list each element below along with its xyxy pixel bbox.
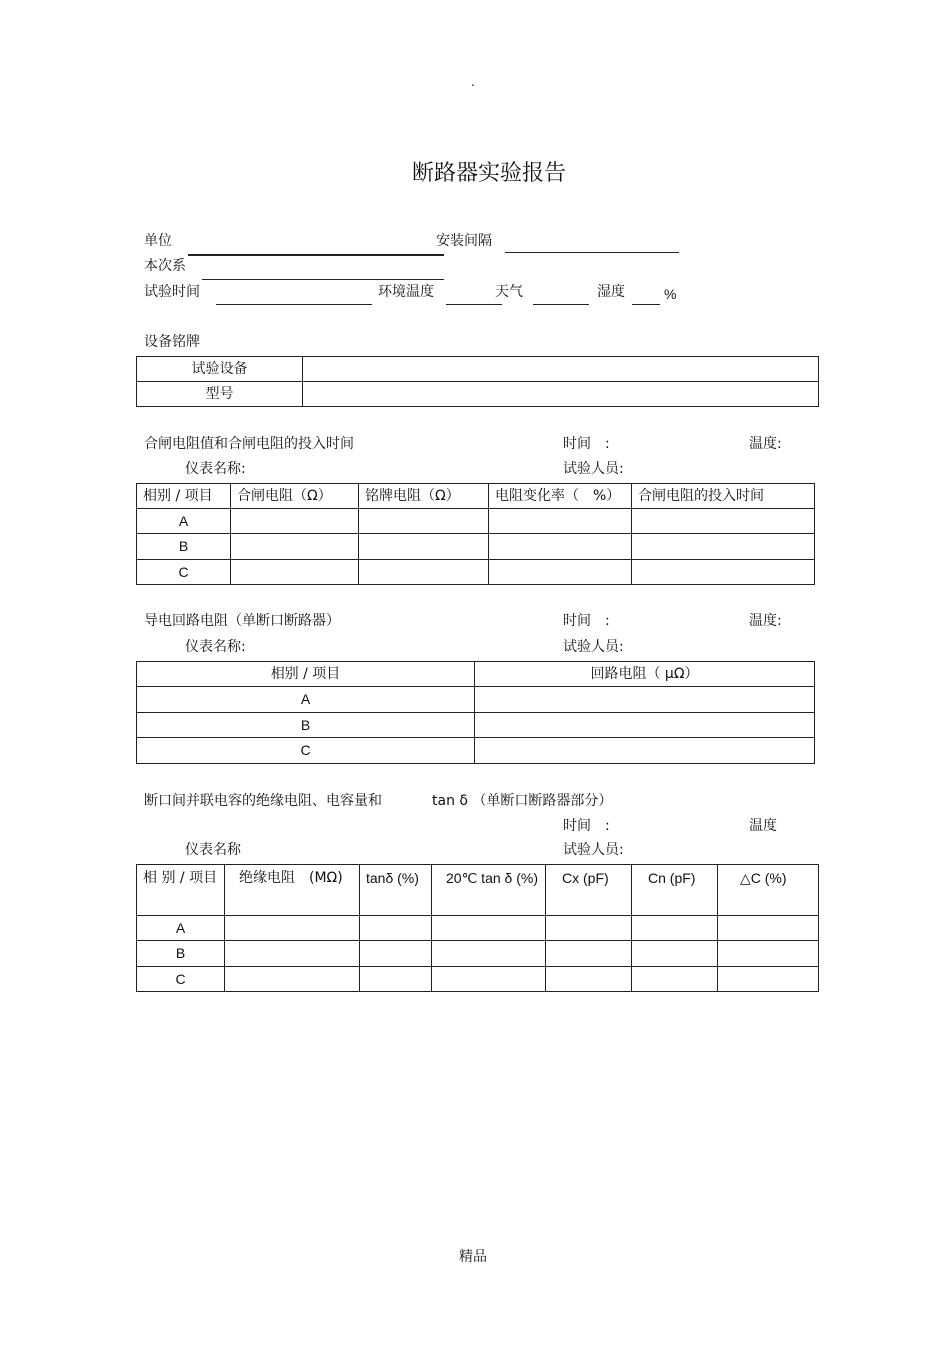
test-time-label: 试验时间 <box>144 284 200 300</box>
bay-label: 安装间隔 <box>436 233 492 249</box>
data-cell[interactable] <box>359 509 489 534</box>
header-dot: . <box>471 75 475 89</box>
data-cell[interactable] <box>359 560 489 585</box>
section1-time-label: 时间 : <box>563 436 610 452</box>
phase-label: A <box>137 916 225 941</box>
table-row <box>137 382 819 407</box>
column-header: △C (%) <box>718 865 819 916</box>
data-cell[interactable] <box>475 738 815 764</box>
section2-heading: 导电回路电阻（单断口断路器） <box>144 613 340 629</box>
env-temp-field[interactable] <box>446 304 502 305</box>
data-cell[interactable] <box>546 967 632 992</box>
section3-tester-label: 试验人员: <box>563 842 624 858</box>
phase-label: B <box>137 713 475 738</box>
data-cell[interactable] <box>360 967 432 992</box>
unit-field[interactable] <box>188 254 444 256</box>
data-cell[interactable] <box>489 534 632 560</box>
test-time-field[interactable] <box>216 304 372 305</box>
table-row <box>137 967 819 992</box>
column-header: 相 别 / 项目 <box>137 865 225 916</box>
section3-instrument-label: 仪表名称 <box>185 842 241 858</box>
column-header: 20℃ tan δ (%) <box>432 865 546 916</box>
session-field[interactable] <box>202 279 444 280</box>
data-cell[interactable] <box>360 916 432 941</box>
table-row <box>137 509 815 534</box>
section3-heading-tan: tan δ （单断口断路器部分） <box>432 793 613 809</box>
nameplate-value-cell[interactable] <box>303 382 819 407</box>
phase-label: B <box>137 534 231 560</box>
section2-instrument-label: 仪表名称: <box>185 639 246 655</box>
session-label: 本次系 <box>144 258 186 274</box>
data-cell[interactable] <box>632 509 815 534</box>
table-row <box>137 357 819 382</box>
table-row <box>137 560 815 585</box>
data-cell[interactable] <box>231 509 359 534</box>
data-cell[interactable] <box>718 967 819 992</box>
data-cell[interactable] <box>225 916 360 941</box>
section3-temp-label: 温度 <box>749 818 777 834</box>
humidity-unit: % <box>664 286 677 302</box>
column-header: 相别 / 项目 <box>137 484 231 509</box>
section2-table <box>136 661 815 764</box>
data-cell[interactable] <box>360 941 432 967</box>
data-cell[interactable] <box>432 916 546 941</box>
column-header: 绝缘电阻 (MΩ) <box>225 865 360 916</box>
nameplate-heading: 设备铭牌 <box>144 334 200 350</box>
nameplate-row-label: 试验设备 <box>137 357 303 382</box>
nameplate-value-cell[interactable] <box>303 357 819 382</box>
section2-time-label: 时间 : <box>563 613 610 629</box>
data-cell[interactable] <box>475 687 815 713</box>
humidity-field[interactable] <box>632 304 660 305</box>
phase-label: B <box>137 941 225 967</box>
phase-label: A <box>137 509 231 534</box>
section1-tester-label: 试验人员: <box>563 461 624 477</box>
phase-label: C <box>137 738 475 764</box>
weather-label: 天气 <box>495 284 523 300</box>
phase-label: C <box>137 967 225 992</box>
column-header: Cx (pF) <box>546 865 632 916</box>
column-header: tanδ (%) <box>360 865 432 916</box>
data-cell[interactable] <box>546 941 632 967</box>
env-temp-label: 环境温度 <box>378 284 434 300</box>
section3-time-label: 时间 : <box>563 818 610 834</box>
data-cell[interactable] <box>718 941 819 967</box>
table-row <box>137 916 819 941</box>
section1-instrument-label: 仪表名称: <box>185 461 246 477</box>
bay-field[interactable] <box>505 252 679 253</box>
column-header: Cn (pF) <box>632 865 718 916</box>
data-cell[interactable] <box>359 534 489 560</box>
table-row <box>137 941 819 967</box>
weather-field[interactable] <box>533 304 589 305</box>
table-header-row <box>137 662 815 687</box>
data-cell[interactable] <box>225 941 360 967</box>
data-cell[interactable] <box>632 534 815 560</box>
page-title: 断路器实验报告 <box>412 161 567 186</box>
data-cell[interactable] <box>432 967 546 992</box>
table-row <box>137 713 815 738</box>
data-cell[interactable] <box>231 560 359 585</box>
data-cell[interactable] <box>432 941 546 967</box>
column-header: 回路电阻（ μΩ） <box>475 662 815 687</box>
section2-temp-label: 温度: <box>749 613 782 629</box>
data-cell[interactable] <box>475 713 815 738</box>
column-header: 合闸电阻（Ω） <box>231 484 359 509</box>
column-header: 合闸电阻的投入时间 <box>632 484 815 509</box>
phase-label: C <box>137 560 231 585</box>
footer-label: 精品 <box>459 1249 487 1265</box>
data-cell[interactable] <box>632 941 718 967</box>
column-header: 相别 / 项目 <box>137 662 475 687</box>
data-cell[interactable] <box>225 967 360 992</box>
table-header-row <box>137 865 819 916</box>
data-cell[interactable] <box>489 560 632 585</box>
section1-table <box>136 483 815 585</box>
section3-heading: 断口间并联电容的绝缘电阻、电容量和 <box>144 793 382 809</box>
humidity-label: 湿度 <box>597 284 625 300</box>
column-header: 铭牌电阻（Ω） <box>359 484 489 509</box>
table-row <box>137 738 815 764</box>
column-header: 电阻变化率（ %） <box>489 484 632 509</box>
nameplate-row-label: 型号 <box>137 382 303 407</box>
section2-tester-label: 试验人员: <box>563 639 624 655</box>
unit-label: 单位 <box>144 233 172 249</box>
phase-label: A <box>137 687 475 713</box>
section1-heading: 合闸电阻值和合闸电阻的投入时间 <box>144 436 354 452</box>
nameplate-table <box>136 356 819 407</box>
table-row <box>137 687 815 713</box>
data-cell[interactable] <box>632 560 815 585</box>
data-cell[interactable] <box>489 509 632 534</box>
data-cell[interactable] <box>632 967 718 992</box>
table-row <box>137 534 815 560</box>
table-header-row <box>137 484 815 509</box>
data-cell[interactable] <box>231 534 359 560</box>
section3-table <box>136 864 819 992</box>
data-cell[interactable] <box>718 916 819 941</box>
section1-temp-label: 温度: <box>749 436 782 452</box>
data-cell[interactable] <box>632 916 718 941</box>
data-cell[interactable] <box>546 916 632 941</box>
